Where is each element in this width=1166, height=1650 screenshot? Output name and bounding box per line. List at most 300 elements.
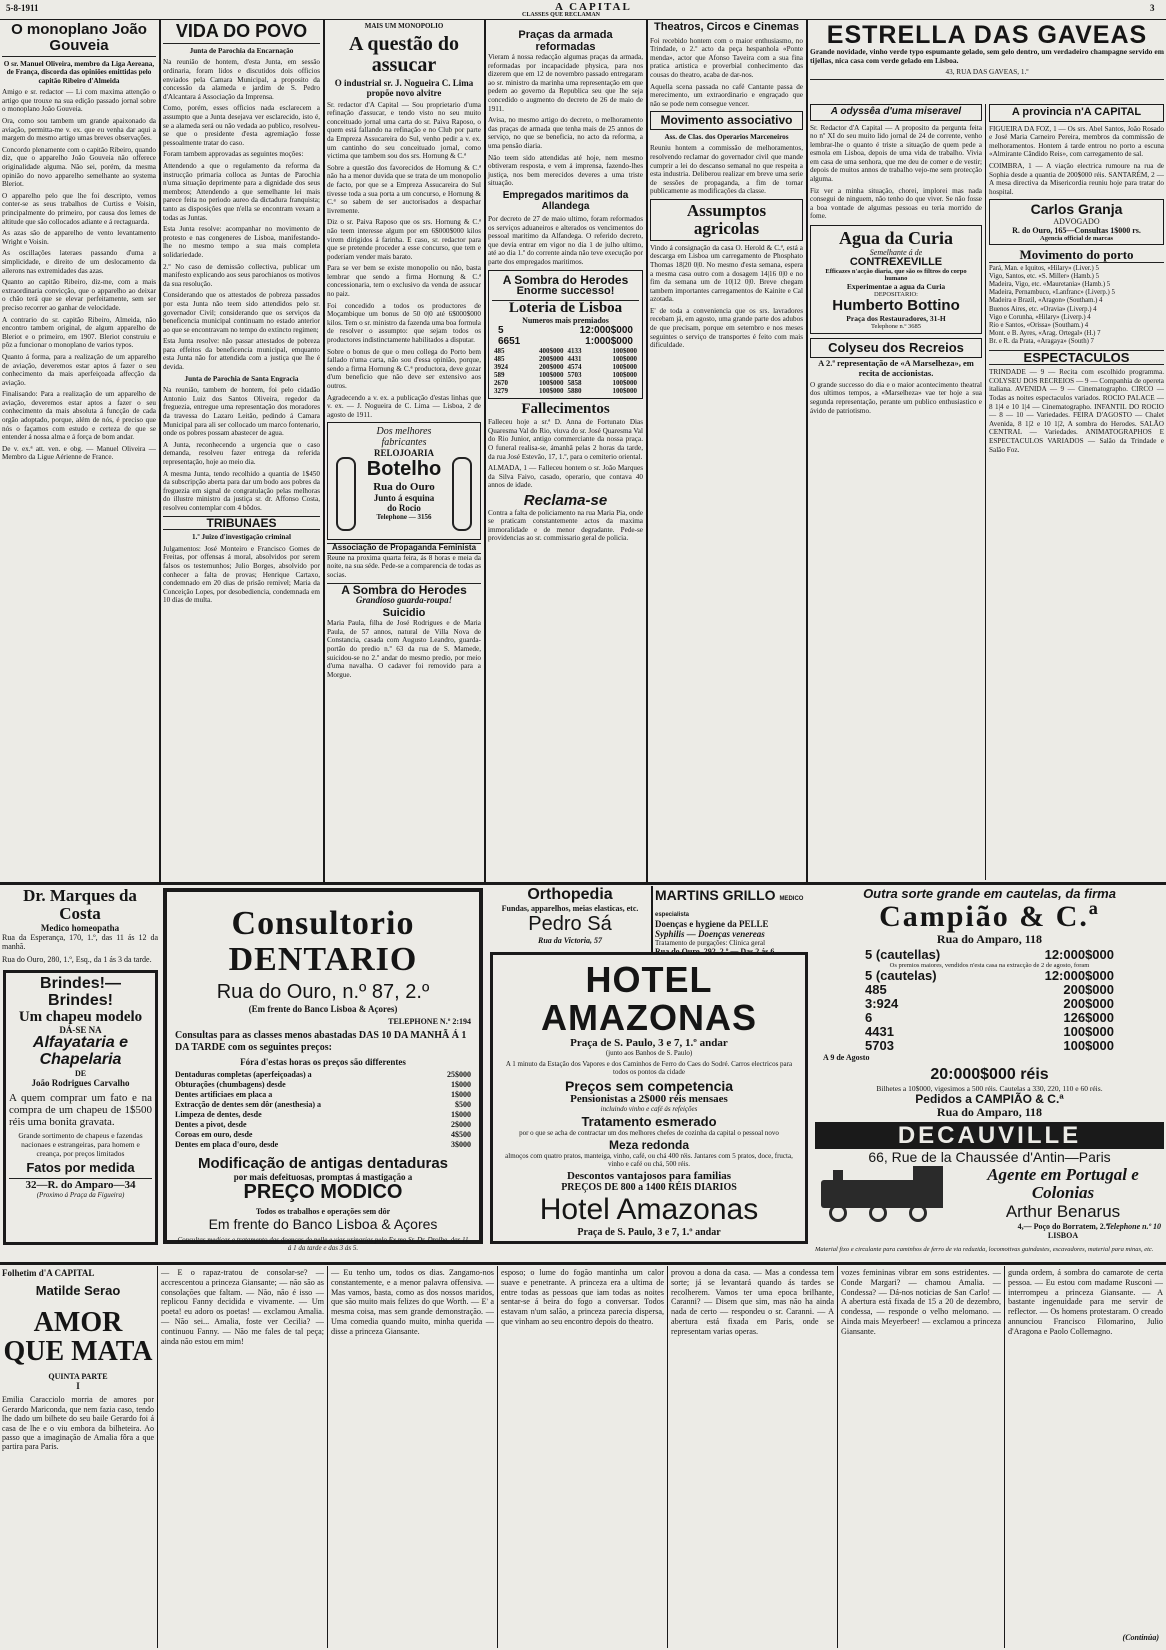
article-praças [488, 22, 643, 880]
column-rule [327, 1266, 328, 1648]
sombra-box-title: A Sombra do Herodes [502, 272, 629, 287]
colyseu-title: Colyseu dos Recreios [810, 338, 982, 358]
article-paragraph: Vindo á consignação da casa O. Herold & C.ª, está a descarga em Lisboa um carregamento de Phosphato Thomas 18|20 0|0. No mesmo d'esta semana, espera a mesma casa outro com a dosagem 14|16 0|0 e no fim da semana um de 10|12 0|0. Breve chegam tambem importantes carregamentos de Kainite e Cal azotada. [650, 243, 803, 304]
lottery-cell: 4133 [567, 347, 582, 356]
dentario-preco: PREÇO MODICO [243, 1181, 403, 1204]
hotel-cozinha: por o que se acha de contractar um dos melhores chefes de cozinha da capital o pessoal novo [519, 1128, 779, 1137]
lottery-row [492, 379, 639, 387]
article-paragraph: Na reunião de hontem, d'esta Junta, em sessão ordinaria, foram lidos e discutidos dois officios enviados pela Camara Municipal, a proposito da concessão da alameda e jardim de S. Pedro d'Alcantara á Associação da Imprensa. [163, 58, 320, 101]
subsection-heading: Ass. de Clas. dos Operarios Marceneiros [664, 132, 789, 141]
article-paragraph: Attendendo a que o regulamento da reforma da instrucção primaria colloca as Juntas de Parochia n'uma situação deprimente para a dignidade dos seus membros; Attendendo a que semelhante lei mais parece feita no periodo aureo da dictadura franquista; tanto as disposições que n'ella se encontram vexam a todas as Juntas. [163, 162, 320, 222]
decauville-address: 66, Rue de la Chaussée d'Antin—Paris [868, 1149, 1111, 1166]
hotel-near: (junto aos Banhos de S. Paulo) [605, 1048, 693, 1057]
hotel-address: Praça de S. Paulo, 3 e 7, 1.º andar [570, 1036, 728, 1049]
hotel-meza: Meza redonda [608, 1137, 689, 1152]
dentario-foot: Consultas medicas e tratamento das doenças de pelle e vias urinarias pelo Ex.mo Sr. Dr. Drolhe, das 11 á 1 da tarde e das 3 ás 5. [177, 1236, 469, 1253]
article-paragraph: Sr. Redactor d'A Capital — A proposito da pergunta feita no nº XI do seu muito lido jornal de 24 de corrente, venho lembrar-lhe o quanto é triste a situação de quem pede a esmola em Lisboa, depois de uma vida de trabalho. Vivia em casa de uma senhora, que me deu de comer e de vestir; depois de muitos annos de trabalho vejo-me sem protecção alguma. [810, 123, 982, 184]
hotel-incl: incluindo vinho e café ás refeições [600, 1105, 698, 1114]
article-paragraph: Reuniu hontem a commissão de melhoramentos, resolvendo reclamar do governador civil que mande cumprir a lei do descanso semanal no que respeita a esta industria. Deliberou realizar em breve uma serie de sessões de propaganda, a fim de tornar publicamente as modificações da classe. [650, 144, 803, 196]
sombra-title: A Sombra do Herodes [327, 583, 481, 597]
sombra-subtitle: Grandioso guarda-roupa! [355, 595, 453, 606]
lottery-cell: 485 [494, 355, 505, 364]
shop-address: Rua do Ouro [373, 481, 435, 494]
lottery-title: Loteria de Lisboa [492, 300, 639, 317]
lottery-row [492, 387, 639, 395]
article-paragraph: Maria Paula, filha de José Rodrigues e de Maria Paula, de 57 annos, natural de Villa Nova de Constancia, casada com Augusto Leandro, guarda-portão do predio n.º 63 da rua de S. Mamede, suicidou-se no 2.º andar do mesmo predio, por meio d'uma navalha. O cadaver foi removido para a Morgue. [327, 619, 481, 679]
article-paragraph: Para se ver bem se existe monopolio ou não, basta lembrar que sendo a firma Hornung & C.ª concessionaria, tem o exclusivo da venda de assucar no paiz. [327, 264, 481, 299]
lottery-prize: 12:000$000 [579, 325, 633, 337]
lottery-row [492, 363, 639, 371]
article-paragraph: Foi concedido a todos os productores de Moçambique um bonus de 50 0|0 até 6$000$000 kilos. Tem o sr. ministro da fazenda uma boa formula de resolver o assumpto: que sejam todos os productores indistinctamente habilitados a disputar. [327, 301, 481, 345]
price-value: 4$500 [451, 1130, 471, 1140]
article-paragraph: Não teem sido attendidas até hoje, nem mesmo obtiveram resposta, e vem á imprensa, fazendo-lhes justiça, nos bem merecidos deveres a uma triste situação. [488, 153, 643, 188]
folhetim-head [2, 1268, 154, 1648]
porto-row: Madeira e Brazil, «Aragon» (Southam.) 4 [989, 297, 1103, 305]
porto-row: Rio e Santos, «Orissa» (Southam.) 4 [989, 322, 1089, 330]
price-row [175, 1110, 471, 1120]
folhetim-text: provou a dona da casa. — Mas a condessa tem sorte; já se levantará quando ás tardes se recolherem. Vamos ter uma epoca brilhante, Caranni? — Disem que sim, mas não ha ainda nada de certo — respondeu o sr. Caranni. — A abertura está fixada em Paris, onde se representam varias operas. [671, 1268, 834, 1336]
curia-title: Agua da Curia [838, 228, 954, 249]
article-monoplano [2, 22, 156, 880]
price-row [175, 1070, 471, 1080]
lottery-row [492, 347, 639, 355]
column-estrella [810, 22, 1164, 880]
hotel-ad [490, 952, 808, 1244]
marques-role: Medico homeopatha [40, 922, 120, 933]
campiao-prize: 12:000$000 [1044, 947, 1114, 963]
price-label: Dentes em placa d'ouro, desde [175, 1140, 279, 1150]
subsection-heading: Junta de Parochia de Santa Engracia [184, 374, 299, 383]
article-assucar [327, 22, 481, 880]
porto-row: Madeira, Vigo, etc. «Mauretania» (Hamb.) 5 [989, 281, 1111, 289]
ad-line: fabricantes [381, 437, 427, 449]
lottery-cell: 2670 [494, 379, 508, 388]
decauville-agent-label: Agente em Portugal e Colonias [987, 1165, 1139, 1202]
article-paragraph: Sobre a questão dos favorecidos de Hornung & C.ª não ha a menor duvida que se trata de um monopolio de facto, por que se a Empreza Assucareira do Sul tivesse toda a sua porta a um concurso, e Hornung & C.ª so sabem de ser auctorisados a despachar livremente. [327, 163, 481, 215]
campiao-num: 5 (cautelas) [865, 968, 937, 984]
article-paragraph: Como, porém, esses officios nada esclarecem a assumpto que a Junta desejava ver esclarecido, isto é, se a alameda será ou não vedada ao publico, resolveu-se que o presidente d'esta agremiação fosse pessoalmente tratar do caso. [163, 104, 320, 147]
lottery-box [488, 270, 643, 400]
price-label: Limpeza de dentes, desde [175, 1110, 262, 1120]
hotel-diarios: PREÇOS DE 800 a 1400 RÉIS DIARIOS [561, 1181, 737, 1193]
ortho-title: Orthopedia [527, 886, 613, 903]
decauville-agent-name: Arthur Benarus [1005, 1202, 1121, 1221]
lottery-cell: 100$000 [612, 387, 637, 396]
lottery-subtitle: Numeros mais premiados [522, 316, 609, 326]
campiao-prize: 100$000 [1063, 1024, 1114, 1040]
orthopedia-ad [490, 887, 650, 949]
hotel-almoco: almoços com quatro pratos, manteiga, vinho, café, ou chá 400 réis. Jantares com 5 pratos, doce, fructa, vinho e café ou chá, 500 réis. [505, 1151, 793, 1168]
ad-line: Junto á esquina [373, 493, 435, 504]
hotel-title: HOTEL AMAZONAS [541, 959, 757, 1038]
folhetim-chapter: I [76, 1381, 80, 1392]
article-signature: De v. ex.ª att. ven. e obg. — Manuel Oliveira — Membro da Ligue Aérienne de France. [2, 444, 156, 462]
lottery-row [492, 355, 639, 363]
curia-name: Humberto Bottino [832, 297, 960, 315]
folhetim-col [671, 1268, 834, 1648]
article-title: A questão do assucar [348, 32, 460, 76]
relojoaria-ad [327, 422, 481, 540]
price-label: Dentes artificiaes em placa a [175, 1090, 273, 1100]
article-paragraph: Diz o sr. Paiva Raposo que os srs. Hornung & C.ª não teem interesse algum por em 6$000$000 kilos virem dirigidos á farinha. E caso, sr. redactor para que se pretende proceder a esse concurso, que tem e poderiam vender mais barato. [327, 218, 481, 261]
lottery-cell: 100$000 [538, 379, 564, 388]
lottery-cell: 200$000 [538, 355, 564, 364]
price-row [175, 1100, 471, 1110]
campiao-prize: 200$000 [1063, 982, 1114, 998]
hotel-address2: Praça de S. Paulo, 3 e 7, 1.º andar [577, 1226, 721, 1238]
campiao-num: 4431 [865, 1024, 894, 1040]
brindes-owner: João Rodrigues Carvalho [31, 1077, 130, 1088]
price-row [175, 1130, 471, 1140]
folhetim-kicker: Folhetim d'A CAPITAL [2, 1268, 95, 1278]
lottery-cell: 200$000 [538, 363, 564, 372]
article-paragraph: Finalisando: Para a realização de um apparelho de aviação, deveremos estar aptos a fazer o seu conhecimento da mais absoluta á funcção de cada orgão adoptado, porque, além de nós, é preciso que nós o façamos com estudo e certeza de que se entender á nossa alma e á força de bom andar. [2, 390, 156, 442]
article-paragraph: Na reunião, tambem de hontem, foi pelo cidadão Antonio Luiz dos Santos Oliveira, regedor da freguezia, entregue uma representação dos moradores da travessa do Lazaro Leitão, pedindo á Camara Municipal para ali ser collocado um marco fontenario, onde os pobres possam abastecer de agua. [163, 386, 320, 438]
lottery-cell: 100$000 [538, 371, 564, 380]
dentario-trab: Todos os trabalhos e operações sem dôr [255, 1207, 391, 1217]
lottery-cell: 3924 [494, 363, 508, 372]
campiao-row [865, 1025, 1114, 1039]
porto-row: Vigo e Corunha, «Hilary» (Liverp.) 4 [989, 313, 1091, 321]
price-label: Extracção de dentes sem dôr (anesthesia) a [175, 1100, 322, 1110]
grillo-line: Syphilis — Doenças venereas [655, 929, 765, 939]
campiao-top [815, 947, 1164, 962]
folhetim-text: — E o rapaz-tratou de consolar-se? — accrescentou a princeza Giansante; — não são as consolações que faltam. — Não, não é isso — replicou Fanny decidida e vivamente. — Um poeta! eu adoro os poetas! — exclamou Amalia. — Não sei... Amalia, foste ver Cecilia? — continuou Fanny. — Não me fales de tal peça; ainda não estou em mim! [161, 1268, 324, 1346]
dentario-consult: Consultas para as classes menos abastadas DAS 10 DA MANHÃ Á 1 DA TARDE com os seguintes preços: [175, 1030, 467, 1054]
campiao-address2: Rua do Amparo, 118 [936, 1105, 1043, 1120]
lottery-number: 5 [498, 325, 504, 337]
article-paragraph: Foi recebido hontem com o maior enthusiasmo, no Trindade, o 2.º acto da peça hespanhola «Ponte menda», actor que Afonso Taveira com a sua fina pratica artistica e proverbial conhecimento das cousas do theatro, acaba de dar-nos. [650, 36, 803, 79]
lottery-cell: 485 [494, 347, 505, 356]
brindes-ad [3, 970, 158, 1245]
subsection-heading: 1.º Juizo d'investigação criminal [191, 533, 291, 542]
column-rule [497, 1266, 498, 1648]
granja-note: Agencia official de marcas [1040, 234, 1113, 242]
dentario-ad [163, 888, 483, 1253]
folhetim-author: Matilde Serao [35, 1283, 121, 1298]
sombra-box-subtitle: Enorme successo! [516, 285, 615, 298]
brindes-shop: Alfayataria e Chapelaria [32, 1034, 129, 1069]
article-paragraph: Amigo e sr. redactor — Li com maxima attenção o artigo que trouxe na sua edição passado jornal sobre o monoplano João Gouveia. [2, 88, 156, 114]
price-row [175, 1140, 471, 1150]
lottery-cell: 3279 [494, 387, 508, 396]
price-value: 2$000 [451, 1120, 471, 1130]
issue-date: 5-8-1911 [6, 3, 39, 13]
estrella-title: ESTRELLA DAS GAVEAS [826, 21, 1148, 49]
brindes-address: 32—R. do Amparo—34 [9, 1178, 152, 1191]
column-rule [646, 20, 648, 882]
brindes-sub: Um chapeu modelo [18, 1008, 143, 1025]
article-paragraph: Julgamentos: José Monteiro e Francisco Gomes de Freitas, por offensas á moral, absolvidos por serem falsos os testemunhos; Julio Borges, absolvido por conhecer a falta de provas; Henrique Cartaxo, condemnado em 20 dias de prisão remivel; Maria da Conceição Lopes, por desobediencia, condemnada em 10 dias de multa. [163, 544, 320, 605]
dentario-title: Consultorio DENTARIO [228, 905, 418, 978]
column-rule [484, 20, 486, 882]
brindes-title: Brindes!—Brindes! [40, 975, 121, 1009]
article-paragraph: Quanto á forma, para a realização de um apparelho de aviação, deveremos estar aptos á fazer o seu conhecimento da mais aperfeiçoada affecção da aviação. [2, 352, 156, 387]
movimento-title: Movimento associativo [650, 111, 803, 130]
campiao-ad-bottom [815, 1067, 1164, 1119]
article-paragraph: Esta Junta resolve: acompanhar no movimento de protesto e nas congeneres de Lisboa, manifestando-lhe no mesmo tempo a sua mais completa solidariedade. [163, 225, 320, 259]
lottery-cell: 100$000 [612, 371, 637, 380]
ad-line: Semelhante á de [869, 247, 923, 257]
column-rule [157, 1266, 158, 1648]
column-rule [651, 886, 653, 952]
folhetim-col [161, 1268, 324, 1648]
marques-line: Rua do Ouro, 280, 1.º, Esq., da 1 ás 3 da tarde. [2, 954, 152, 964]
page-number: 3 [1150, 3, 1155, 13]
estrella-subtitle: Grande novidade, vinho verde typo espumante gelado, sem gelo dentro, um verdadeiro champagne servido em tijellas, nica casa com verde gelado em Lisboa. [810, 47, 1164, 65]
folhetim-continua: (Continúa) [1122, 1633, 1159, 1642]
article-paragraph: Ora, como sou tambem um grande apaixonado da aviação, permitta-me v. ex. que eu venha dar aqui a margem do mesmo artigo umas breves observações. [2, 117, 156, 143]
masthead-rule [0, 19, 1166, 20]
lottery-cell: 400$000 [538, 347, 564, 356]
folhetim-col [1008, 1268, 1163, 1648]
lottery-cell: 5703 [567, 371, 582, 380]
article-paragraph: A mesma Junta, tendo recolhido a quantia de 1$450 da subscripção aberta para dar um bodo aos pobres da freguezia em signal de congratulação pelas melhoras do illustre ministro da justiça sr. dr. Affonso Costa, resolveu contemplar com 4 bôdos. [163, 469, 320, 512]
grillo-line: Tratamento de purgações: Clinica geral [655, 939, 766, 947]
porto-row: Vigo, Santos, etc. «S. Miller» (Hamb.) 5 [989, 272, 1100, 280]
grillo-address: Rua do Ouro, 292, 2.º — Das 2 ás 6 [655, 947, 775, 956]
campiao-num: 5703 [865, 1038, 894, 1054]
lottery-cell: 589 [494, 371, 505, 380]
folhetim-part: QUINTA PARTE [48, 1372, 108, 1382]
decauville-phone: Telephone n.º 10 [1106, 1222, 1161, 1231]
lottery-cell: 4431 [567, 355, 582, 364]
price-label: Dentaduras completas (aperfeiçoadas) a [175, 1070, 312, 1080]
lottery-cell: 5880 [567, 387, 582, 396]
grillo-line: Doenças e hygiene da PELLE [655, 919, 769, 929]
shop-name: Botelho [366, 458, 442, 481]
masthead [0, 0, 1166, 16]
campiao-next-date: A 9 de Agosto [823, 1053, 870, 1063]
article-paragraph: TRINDADE — 9 — Recita com escolhido programma. COLYSEU DOS RECREIOS — 9 — Companhia de opereta italiana. AVENIDA — 9 — Cinematographo. CIRCO — Todas as noites espectaculos variados. ROCIO PALACE — 8 1|4 e 10 1|4 — Cinematographo. INFANTIL DO ROCIO — 8 — 10 — Variedades. FEIRA D'AGOSTO — Chalet Avenida, 8 1|2 e 10 1|2, A sombra do Herodes. SALÃO CENTRAL — Variedades. ANIMATOGRAPHOS E ESPECTACULOS VARIADOS — Salão da Trindade e Salão Foz. [989, 368, 1164, 454]
campiao-prize: 12:000$000 [1044, 968, 1114, 984]
article-paragraph: O apparelho pelo que lhe foi descripto, vemos conter-se as seus trabalhos de Curtiss e Voisin, principalmente do primeiro, por causa dos lemes de altitude que são collocados adiante e á rectaguarda. [2, 191, 156, 226]
odyssea-title: A odyssêa d'uma miseravel [810, 104, 982, 121]
hotel-title2: Hotel Amazonas [539, 1192, 759, 1226]
lottery-top-row [492, 336, 639, 347]
campiao-num: 3:924 [865, 996, 899, 1012]
grillo-name [655, 887, 811, 919]
ad-line: Experimentae a agua da Curia [846, 282, 946, 292]
ad-line: Efficazes n'acção diaria, que são os filtros do corpo humano [825, 268, 967, 283]
article-paragraph: Quanto ao capitão Ribeiro, diz-me, com a mais extraordinaria convicção, que o apparelho ao deixar o chão terá que se elevar perfeitamente, sem ser preciso recorrer ao ganhar de velocidade. [2, 278, 156, 312]
article-paragraph: 2.º No caso de demissão collectiva, publicar um manifesto explicando aos seus parochianos os motivos da sua resolução. [163, 262, 320, 288]
ortho-name: Pedro Sá [528, 912, 612, 935]
brindes-near: (Proximo á Praça da Figueira) [36, 1190, 125, 1199]
article-paragraph: Aquella scena passada no café Cantante passa de merecimento, um extraordinario e engraçado que não se pode nem consegue vencer. [650, 82, 803, 108]
lottery-cell: 100$000 [612, 363, 637, 372]
lottery-cell: 100$000 [612, 347, 637, 356]
campiao-prize: 126$000 [1063, 1010, 1114, 1026]
article-paragraph: COIMBRA, 1 — A viação electrica rumoure na rua de Sophia desde a quantia de 200$000 réis. SANTARÉM, 2 — A mesa directiva da Misericordia reuniu hoje para tratar do hospital. [989, 161, 1164, 196]
paper-name: A CAPITAL [555, 1, 632, 13]
fallecimentos-title: Fallecimentos [521, 401, 610, 418]
campiao-row [865, 997, 1114, 1011]
curia-ad [810, 225, 982, 334]
article-paragraph: Falleceu hoje a sr.ª D. Anna de Fortunato Dias Quaresma Val do Rio, viuva do sr. José Quaresma Val do Rio Junior, antigo commerciante da nossa praça. O funeral realisa-se, ámanhã pelas 2 horas da tarde, da rua José Estevão, 17, 1.º, para o cemiterio oriental. [488, 418, 643, 461]
brindes-dase: DÁ-SE NA [59, 1025, 102, 1036]
marques-line: Rua da Esperança, 170, 1.º, das 11 ás 12 da manhã. [2, 932, 158, 952]
ortho-line: Fundas, apparelhos, meias elasticas, etc. [501, 903, 639, 913]
price-list [175, 1070, 471, 1150]
suicidio-title: Suicidio [382, 606, 426, 619]
lottery-cell: 5858 [567, 379, 582, 388]
article-paragraph: ALMADA, 1 — Falleceu hontem o sr. João Marques da Silva Faivo, casado, operario, que contava 40 annos de idade. [488, 464, 643, 490]
price-label: Dentes a pivot, desde [175, 1120, 247, 1130]
watch-icon [452, 457, 472, 531]
price-row [175, 1090, 471, 1100]
lottery-prize: 1:000$000 [585, 336, 633, 348]
dentario-trab2: Em frente do Banco Lisboa & Açores [208, 1216, 438, 1233]
reclama-title: Reclama-se [523, 491, 608, 509]
campiao-ad [815, 887, 1164, 1067]
campiao-num: 485 [865, 982, 887, 998]
column-rule [323, 20, 325, 882]
dentario-mod2: por mais defeituosas, promptas á mastigação a [233, 1172, 413, 1183]
ad-line: RELOJOARIA [373, 448, 434, 459]
dentario-address: Rua do Ouro, n.º 87, 2.º [216, 981, 430, 1004]
porto-row: Br. e R. da Prata, «Aragaya» (South) 7 [989, 338, 1094, 346]
article-paragraph: Vieram á nossa redacção algumas praças da armada, reformadas por incapacidade physica, para nos dizerem que em 12 de novembro passado entregaram ao sr. ministro da marinha uma representação em que pedem ao governo da Republica seu que lhe seja concedido o augmento do decreto de 26 de maio de 1911. [488, 53, 643, 113]
odyssea-column [810, 104, 982, 418]
price-row [175, 1080, 471, 1090]
lottery-top-row [492, 325, 639, 336]
subsection-heading: Junta de Parochia da Encarnação [189, 46, 294, 55]
campiao-tickets: Bilhetes a 10$000, vigesimos a 500 réis. Cautelas a 330, 220, 110 e 60 réis. [876, 1083, 1103, 1093]
brindes-text: A quem comprar um fato e na compra de um chapeu de 1$500 réis uma bonita gravata. [9, 1091, 152, 1128]
price-value: 1$000 [451, 1090, 471, 1100]
folhetim-title: AMOR QUE MATA [3, 1306, 153, 1368]
brindes-text: Grande sortimento de chapeus e fazendas nacionaes e estrangeiras, para homem e creança, por preços limitados [18, 1130, 143, 1158]
provincia-title: A provincia n'A CAPITAL [989, 104, 1164, 122]
column-rule [985, 104, 986, 880]
article-paragraph: Contra a falta de policiamento na rua Maria Pia, onde se praticam constantemente actos da maxima immoralidade e de menor degradante. Pede-se providencias ao sr. commissario geral de policia. [488, 508, 643, 543]
dentario-phone: TELEPHONE N.º 2:194 [388, 1017, 471, 1027]
campiao-headline: Outra sorte grande em cautelas, da firma [863, 886, 1116, 901]
campiao-firm: Campião & C.ª [879, 899, 1100, 933]
campiao-list [815, 969, 1164, 1053]
folhetim-text: esposo; o lume do fogão mantinha um calor suave e penetrante. A princeza era a ultima de entre todas as pessoas que iam todas as noites sentar-se á beira do fogo a conversar. Todos estavam n'um salão, a princeza parecia dispersa, que vinham ao seu encontro depois do theatro. [501, 1268, 664, 1326]
ad-line: Dos melhores [376, 426, 432, 438]
lottery-table [492, 347, 639, 395]
campiao-prize: 100$000 [1063, 1038, 1114, 1054]
folhetim-text: Emilia Caracciolo morria de amores por Gerardo Mariconda, que nem fazia caso, tendo lhe dado um bilhete do seu baile Gerardo foi á casa de lhe e o viu embora da bilheteira. Ao passo que a imaginação de Amalia fôra a que partira para Paris. [2, 1395, 154, 1452]
lottery-cell: 100$000 [612, 379, 637, 388]
lottery-row [492, 371, 639, 379]
section-title: VIDA DO POVO [163, 22, 320, 44]
granja-role: ADVOGADO [1053, 216, 1100, 226]
porto-row: Pará, Man. e Iquitos, «Hilary» (Liver.) 5 [989, 264, 1099, 272]
curia-address: Praça dos Restauradores, 31-H [846, 314, 946, 324]
porto-row: Buenos Aires, etc. «Oravia» (Liverp.) 4 [989, 305, 1097, 313]
price-label: Coroas em ouro, desde [175, 1130, 253, 1140]
ad-phone: Telephone — 3156 [376, 513, 432, 522]
grillo-name-text: MARTINS GRILLO [655, 887, 776, 903]
lottery-number: 6651 [498, 336, 521, 348]
ad-line: DEPOSITARIO: [874, 291, 918, 299]
article-paragraph: O grande successo do dia e o maior acontecimento theatral dos ultimos tempos, a «Marselheza» vae ter hoje a sua segunda representação, perante um publico enthusiastico e ávido de patriotismo. [810, 380, 982, 415]
article-title: Theatros, Circos e Cinemas [654, 21, 799, 33]
article-title: Praças da armada reformadas [518, 29, 613, 53]
article-paragraph: A Junta, reconhecendo a urgencia que o caso demanda, resolveu fazer entrega da referida representação, hoje ao meio dia. [163, 440, 320, 467]
campiao-row [865, 969, 1114, 983]
watch-icon [336, 457, 356, 531]
hotel-desc: Descontos vantajosos para familias [566, 1169, 732, 1182]
article-paragraph: Sobre o bonus de que o meu collega do Porto bem fallado n'uma carta, não sou d'essa opinião, porque, sendo a firma Hornung & C.ª productora, deve gozar d'um beneficio que não deve ser extensivo aos outros. [327, 347, 481, 390]
campiao-next-prize: 20:000$000 réis [930, 1066, 1049, 1083]
folhetim-text: vozes femininas vibrar em sons estridentes. — Conde Margari? — chamou Amalia. — Condessa? — Dá-nos noticias de San Carlo! — A abertura está fixada de 15 a 20 de dezembro, condessa, — responde o velho melomano. — Ainda mais Meyerbeer! — exclamou a princeza Giansante. [841, 1268, 1001, 1336]
article-kicker: MAIS UM MONOPOLIO [364, 22, 444, 30]
campiao-address: Rua do Amparo, 118 [936, 932, 1043, 947]
article-paragraph: Foram tambem approvadas as seguintes moções: [163, 150, 304, 159]
folhetim-text: — Eu tenho um, todos os dias. Zangamo-nos constantemente, e a menor palavra offensiva. — Mas vamos, basta, como as dos nossos maridos, que são muito mais felizes do que Worth. — E' a mesma coisa, mas sem grande demonstração. — Uma comedia quando muito, minha querida — disse a princeza Giansante. [331, 1268, 494, 1336]
granja-ad [989, 199, 1164, 245]
locomotive-icon [821, 1166, 961, 1224]
article-paragraph: A contrario do sr. capitão Ribeiro, Almeida, não encontro tambem original, de algum apparelho de Bleriot e o primeiro, em 1907. Bleriot construiu e pôz a funcionar o monoplano de varios typos. [2, 315, 156, 350]
dentario-mod: Modificação de antigas dentaduras [197, 1155, 449, 1173]
hotel-text: A 1 minuto da Estação dos Vapores e dos Caminhos de Ferro do Caes do Sodré. Carros electricos para todos os pontos da cidade [505, 1059, 793, 1076]
decauville-title: DECAUVILLE [815, 1122, 1164, 1149]
article-paragraph: Por decreto de 27 de maio ultimo, foram reformados os serviços aduaneiros e alterados os vencimentos do pessoal maritimo da Alfandega. O referido decreto, que devia entrar em vigor no dia 1 de julho ultimo, até ao dia 1.º do corrente ainda não teve execução por parte dos empregados maritimos. [488, 215, 643, 266]
article-paragraph: Esta Junta resolve: não passar attestados de pobreza para effeitos da beneficencia municipal, emquanto esta Junta não for attendida com a justiça que lhe é devida. [163, 337, 320, 372]
lottery-cell: 4574 [567, 363, 582, 372]
granja-address: R. do Ouro, 165—Consultas 1$000 rs. [1012, 225, 1141, 235]
curia-phone: Telephone n.º 3685 [870, 323, 922, 331]
column-rule [837, 1266, 838, 1648]
campiao-row [865, 1011, 1114, 1025]
campiao-row [865, 1039, 1114, 1053]
decauville-foot: Material fixo e circulante para caminhos de ferro de via reduzida, locomotivas guindastes, escavadores, material para minas, etc. [815, 1246, 1154, 1253]
campiao-num: 5 (cautellas) [865, 947, 941, 963]
article-title: Empregados maritimos da Allandega [502, 190, 629, 212]
lottery-cell: 100$000 [612, 355, 637, 364]
tribunaes-title: TRIBUNAES [163, 516, 320, 531]
article-paragraph: Fiz ver a minha situação, chorei, implorei mas nada consegui de ninguem, não tenho do que viver. Se não fosse a boa vontade de algumas pessoas eu teria morrido de fome. [810, 186, 982, 221]
hotel-pens: Pensionistas a 2$000 réis mensaes [570, 1093, 728, 1106]
ad-line: do Rocio [387, 503, 421, 514]
lottery-cell: 100$000 [538, 387, 564, 396]
price-row [175, 1120, 471, 1130]
porto-row: Mont. e B. Ayres, «Arag. Ortegal» (H.) 7 [989, 330, 1101, 338]
granja-name: Carlos Granja [1030, 201, 1123, 218]
article-paragraph: As oscillações lateraes passando d'uma a simplicidade, e direito de um deslocamento da ailerons nas extremidades das azas. [2, 249, 156, 275]
folhetim-col [841, 1268, 1001, 1648]
campiao-prize: 200$000 [1063, 996, 1114, 1012]
porto-list [989, 265, 1164, 347]
agricolas-title: Assumptos agricolas [650, 199, 803, 241]
assoc-title: Associação de Propaganda Feminista [327, 543, 481, 553]
band-rule [0, 882, 1166, 885]
decauville-local: 4,— Poço do Borratem, 2.º [1017, 1222, 1109, 1231]
ortho-address: Rua da Victoria, 57 [537, 935, 602, 945]
campiao-num: 6 [865, 1010, 873, 1026]
column-rule [667, 1266, 668, 1648]
article-paragraph: Sr. redactor d'A Capital — Sou proprietario d'uma refinação d'assucar, e tendo visto no seu muito conceituado jornal uma carta do sr. Paiva Raposo, o quem está fallando na refinação e no Club por parte da Empreza Assucareira do Sul, venho pedir a v. ex. um cantinho do seu conceituado jornal, como victima que tambem sou dos srs. Hornung & C.ª [327, 100, 481, 161]
hotel-trat: Tratamento esmerado [581, 1114, 717, 1130]
price-value: 1$000 [451, 1080, 471, 1090]
campiao-pedidos: Pedidos a CAMPIÃO & C.ª [915, 1091, 1064, 1106]
column-rule [806, 20, 808, 882]
band-rule [0, 1262, 1166, 1265]
porto-row: Madeira, Pernambuco, «Lanfranc» (Liverp.) 5 [989, 289, 1115, 297]
folhetim-col [501, 1268, 664, 1648]
article-paragraph: FIGUEIRA DA FOZ, 1 — Os srs. Abel Santos, João Rosado e José Maria Carneiro Pereira, membros da commissão de melhoramentos. Hontem á tarde entrou no porto a escuna «Almirante Cândido Reis», com carregamento de sal. [989, 124, 1164, 159]
porto-title: Movimento do porto [989, 248, 1164, 263]
folhetim-col [331, 1268, 494, 1648]
marques-ad [2, 887, 158, 969]
folhetim-text: gunda ordem, á sombra do camarote de certa pessoa. — Eu estou com madame Rusconi — interrompeu a princeza Giansante. — A bastante ingenuidade para me servir de reflector. — Os homens protestaram. O creado annunciou Francisco Filomarino, Julio d'Aragona e Paolo Collemagno. [1008, 1268, 1163, 1336]
hotel-precos: Preços sem competencia [564, 1077, 734, 1094]
